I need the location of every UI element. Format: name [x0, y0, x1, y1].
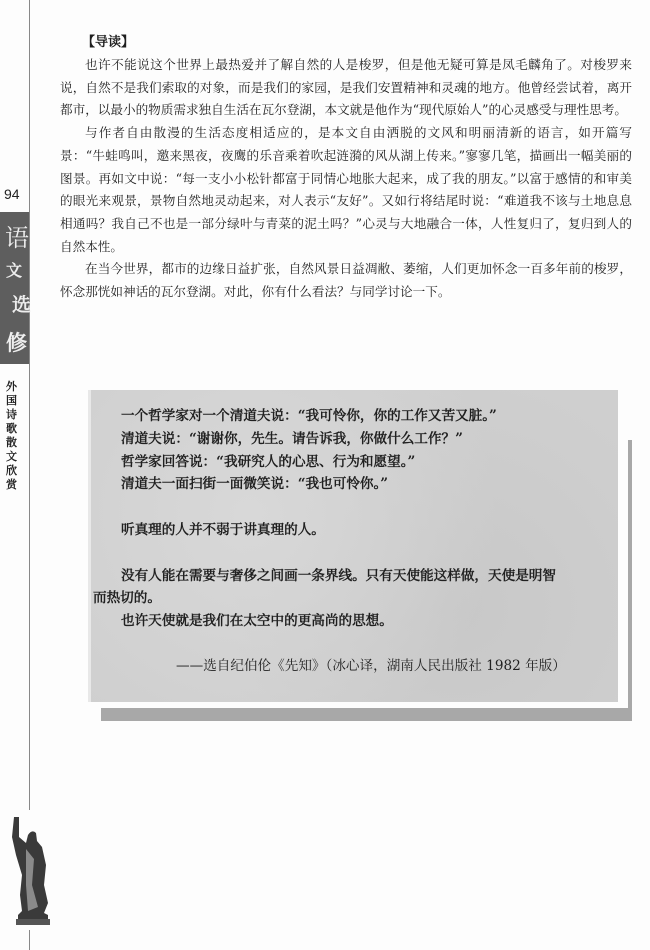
book-title-band — [0, 212, 32, 364]
margin-rule — [29, 0, 30, 810]
dialogue-line: 清道夫一面扫街一面微笑说：“我也可怜你。” — [121, 476, 389, 493]
dialogue-line: 一个哲学家对一个清道夫说：“我可怜你，你的工作又苦又脏。” — [121, 408, 497, 424]
page-number: 94 — [4, 186, 20, 202]
band-char: 修 — [6, 330, 27, 355]
guide-paragraph: 在当今世界，都市的边缘日益扩张，自然风景日益凋敝、萎缩，人们更加怀念一百多年前的梭罗，怀念那恍如神话的瓦尔登湖。对此，你有什么看法？与同学讨论一下。 — [60, 261, 632, 300]
angel-text: 而热切的。 — [93, 590, 161, 607]
band-char: 文 — [6, 261, 23, 280]
statue-icon — [4, 815, 50, 927]
guide-paragraph: 也许不能说这个世界上最热爱并了解自然的人是梭罗，但是他无疑可算是凤毛麟角了。对梭罗来说，自然不是我们索取的对象，而是我们的家园，是我们安置精神和灵魂的地方。他曾经尝试着，离开都市，以最小的物质需求独自生活在瓦尔登湖，本文就是他作为“现代原始人”的心灵感受与理性思考。 — [60, 57, 632, 118]
band-char: 语 — [5, 224, 29, 252]
dialogue-line: 清道夫说：“谢谢你，先生。请告诉我，你做什么工作？” — [121, 430, 463, 447]
box-shadow — [101, 708, 631, 721]
source-citation: ——选自纪伯伦《先知》（冰心译，湖南人民出版社 1982 年版） — [176, 657, 566, 674]
box-shadow — [628, 440, 632, 721]
dialogue-line: 哲学家回答说：“我研究人的心思、行为和愿望。” — [121, 453, 416, 470]
angel-text: 没有人能在需要与奢侈之间画一条界线。只有天使能这样做，天使是明智 — [121, 567, 556, 584]
series-title: 外国诗歌散文欣赏 — [6, 380, 17, 491]
band-char: 选 — [12, 294, 32, 316]
saying: 听真理的人并不弱于讲真理的人。 — [121, 521, 325, 538]
angel-text: 也许天使就是我们在太空中的更高尚的思想。 — [121, 613, 393, 630]
guide-heading: 【导读】 — [82, 35, 135, 50]
guide-section — [60, 32, 632, 304]
guide-paragraph: 与作者自由散漫的生活态度相适应的，是本文自由洒脱的文风和明丽清新的语言，如开篇写景：“牛蛙鸣叫，邀来黑夜，夜鹰的乐音乘着吹起涟漪的风从湖上传来。”寥寥几笔，描画出一幅美丽的图景。再如文中说：“每一支小小松针都富于同情心地胀大起来，成了我的朋友。”以富于感情的和审美的眼光来观景，景物自然地灵动起来，对人表示“友好”。又如行将结尾时说：“难道我不该与土地息息相通吗？我自己不也是一部分绿叶与青菜的泥土吗？”心灵与大地融合一体，人性复归了，复归到人的自然本性。 — [60, 125, 632, 254]
margin-rule — [29, 930, 30, 950]
quote-box — [88, 390, 618, 702]
